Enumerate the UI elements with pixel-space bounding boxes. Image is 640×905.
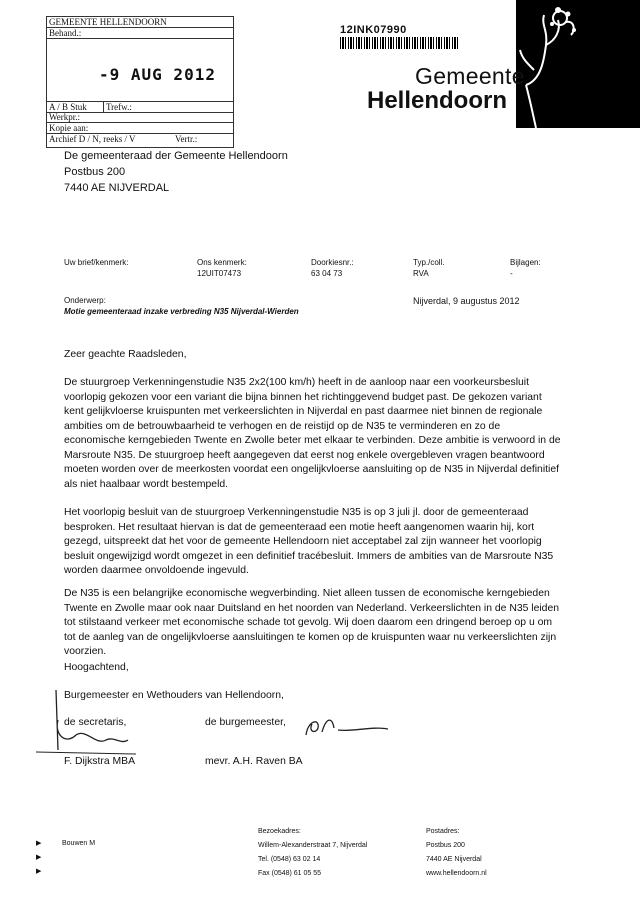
stamp-vertr: Vertr.: bbox=[175, 134, 198, 144]
footer-left-text: Bouwen M bbox=[62, 840, 96, 847]
footer-post-city: 7440 AE Nijverdal bbox=[426, 856, 482, 863]
onderwerp-value: Motie gemeenteraad inzake verbreding N35 Nijverdal-Wierden bbox=[64, 307, 299, 316]
typ-value: RVA bbox=[413, 269, 429, 278]
onderwerp-label: Onderwerp: bbox=[64, 296, 106, 305]
logo-text-hellendoorn: Hellendoorn bbox=[367, 87, 508, 114]
municipality-logo bbox=[516, 0, 640, 128]
bijlagen-label: Bijlagen: bbox=[510, 258, 541, 267]
received-stamp bbox=[46, 16, 234, 148]
mayor-label: de burgemeester, bbox=[205, 717, 286, 728]
secretary-label: de secretaris, bbox=[64, 717, 127, 728]
stamp-archief-row bbox=[47, 134, 233, 144]
secretary-name: F. Dijkstra MBA bbox=[64, 756, 136, 767]
footer-bezoek-label: Bezoekadres: bbox=[258, 828, 301, 835]
secretary-signature bbox=[36, 690, 146, 760]
mayor-signature bbox=[302, 710, 392, 745]
footer-fax: Fax (0548) 61 05 55 bbox=[258, 870, 322, 877]
paragraph-2: Het voorlopig besluit van de stuurgroep Verkenningenstudie N35 is op 3 juli jl. door de gemeenteraad besproken. Het resultaat hiervan is dat de gemeenteraad een motie heeft aangenomen waarin hij, kort gezegd, uitspreekt dat het voor de gemeente Hellendoorn niet acceptabel zal zijn wanneer het voorlopig besluit ongewijzigd wordt omgezet in een definitief tracébesluit. Immers de ambities van de Marsroute N35 worden daarmee onvoldoende ingevuld. bbox=[64, 507, 554, 576]
doorkiesnr-label: Doorkiesnr.: bbox=[311, 258, 354, 267]
doorkiesnr-value: 63 04 73 bbox=[311, 269, 343, 278]
bijlagen-value: - bbox=[510, 269, 513, 278]
paragraph-3: De N35 is een belangrijke economische wegverbinding. Niet alleen tussen de economische kerngebieden Twente en Zwolle maar ook naar Duitsland en het noorden van Nederland. Verkeerslichten in de N35 leiden tot stilstaand verkeer met economische schade tot gevolg. Wij doen daarom een dringend beroep op u om tot de aanleg van de ongelijkvloerse aansluitingen te komen op de kruispunten waar nu verkeerslichten zijn voorzien. bbox=[64, 588, 560, 657]
footer-arrow-1: ▶ bbox=[36, 840, 42, 847]
mayor-name: mevr. A.H. Raven BA bbox=[205, 756, 303, 767]
stamp-date: -9 AUG 2012 bbox=[99, 65, 216, 84]
closing: Hoogachtend, bbox=[64, 662, 129, 673]
footer-website: www.hellendoorn.nl bbox=[426, 870, 487, 877]
stamp-kopie: Kopie aan: bbox=[47, 123, 233, 134]
tree-figure-icon bbox=[516, 0, 640, 128]
typ-label: Typ./coll. bbox=[413, 258, 445, 267]
paragraph-1: De stuurgroep Verkenningenstudie N35 2x2(100 km/h) heeft in de aanloop naar een voorkeursbesluit voorlopig gekozen voor een variant die bijna binnen het richtinggevend budget past. De gekozen variant kent gelijkvloerse kruispunten met verkeerslichten in Nijverdal en past daarmee niet binnen de regionale ambities om de betrouwbaarheid te verhogen en de reistijd op de N35 te verminderen en zo de economische kerngebieden Twente en Zwolle beter met elkaar te verbinden. Deze ambitie is verwoord in de Marsroute N35. De stuurgroep heeft aangegeven dat eerst nog enkele overgebleven vragen beantwoord moeten worden over de meerkosten voordat een ongelijkvloerse aansluiting op de N35 in Nijverdal definitief als niet haalbaar wordt bestempeld. bbox=[64, 377, 561, 490]
stamp-header: GEMEENTE HELLENDOORN bbox=[47, 17, 233, 28]
stamp-behand: Behand.: bbox=[47, 28, 233, 39]
stamp-ab-stuk: A / B Stuk bbox=[49, 102, 87, 112]
signatories-line: Burgemeester en Wethouders van Hellendoorn, bbox=[64, 690, 284, 701]
document-number: 12INK07990 bbox=[340, 24, 407, 36]
ons-kenmerk-value: 12UIT07473 bbox=[197, 269, 242, 278]
footer-post-box: Postbus 200 bbox=[426, 842, 465, 849]
stamp-trefw: Trefw.: bbox=[103, 102, 132, 112]
footer-arrow-3: ▶ bbox=[36, 868, 42, 875]
recipient-line-1: De gemeenteraad der Gemeente Hellendoorn bbox=[64, 150, 288, 162]
place-date: Nijverdal, 9 augustus 2012 bbox=[413, 296, 520, 306]
salutation: Zeer geachte Raadsleden, bbox=[64, 349, 187, 360]
footer-tel: Tel. (0548) 63 02 14 bbox=[258, 856, 321, 863]
footer-arrow-2: ▶ bbox=[36, 854, 42, 861]
recipient-line-2: Postbus 200 bbox=[64, 166, 126, 178]
footer-post-label: Postadres: bbox=[426, 828, 460, 835]
logo-text-gemeente: Gemeente bbox=[415, 63, 525, 89]
stamp-archief: Archief D / N, reeks / V bbox=[49, 134, 136, 144]
ons-kenmerk-label: Ons kenmerk: bbox=[197, 258, 247, 267]
recipient-line-3: 7440 AE NIJVERDAL bbox=[64, 182, 170, 194]
barcode bbox=[340, 37, 458, 49]
uw-brief-label: Uw brief/kenmerk: bbox=[64, 258, 129, 267]
footer-bezoek-address: Willem-Alexanderstraat 7, Nijverdal bbox=[258, 842, 368, 849]
stamp-werkpr: Werkpr.: bbox=[47, 112, 233, 123]
